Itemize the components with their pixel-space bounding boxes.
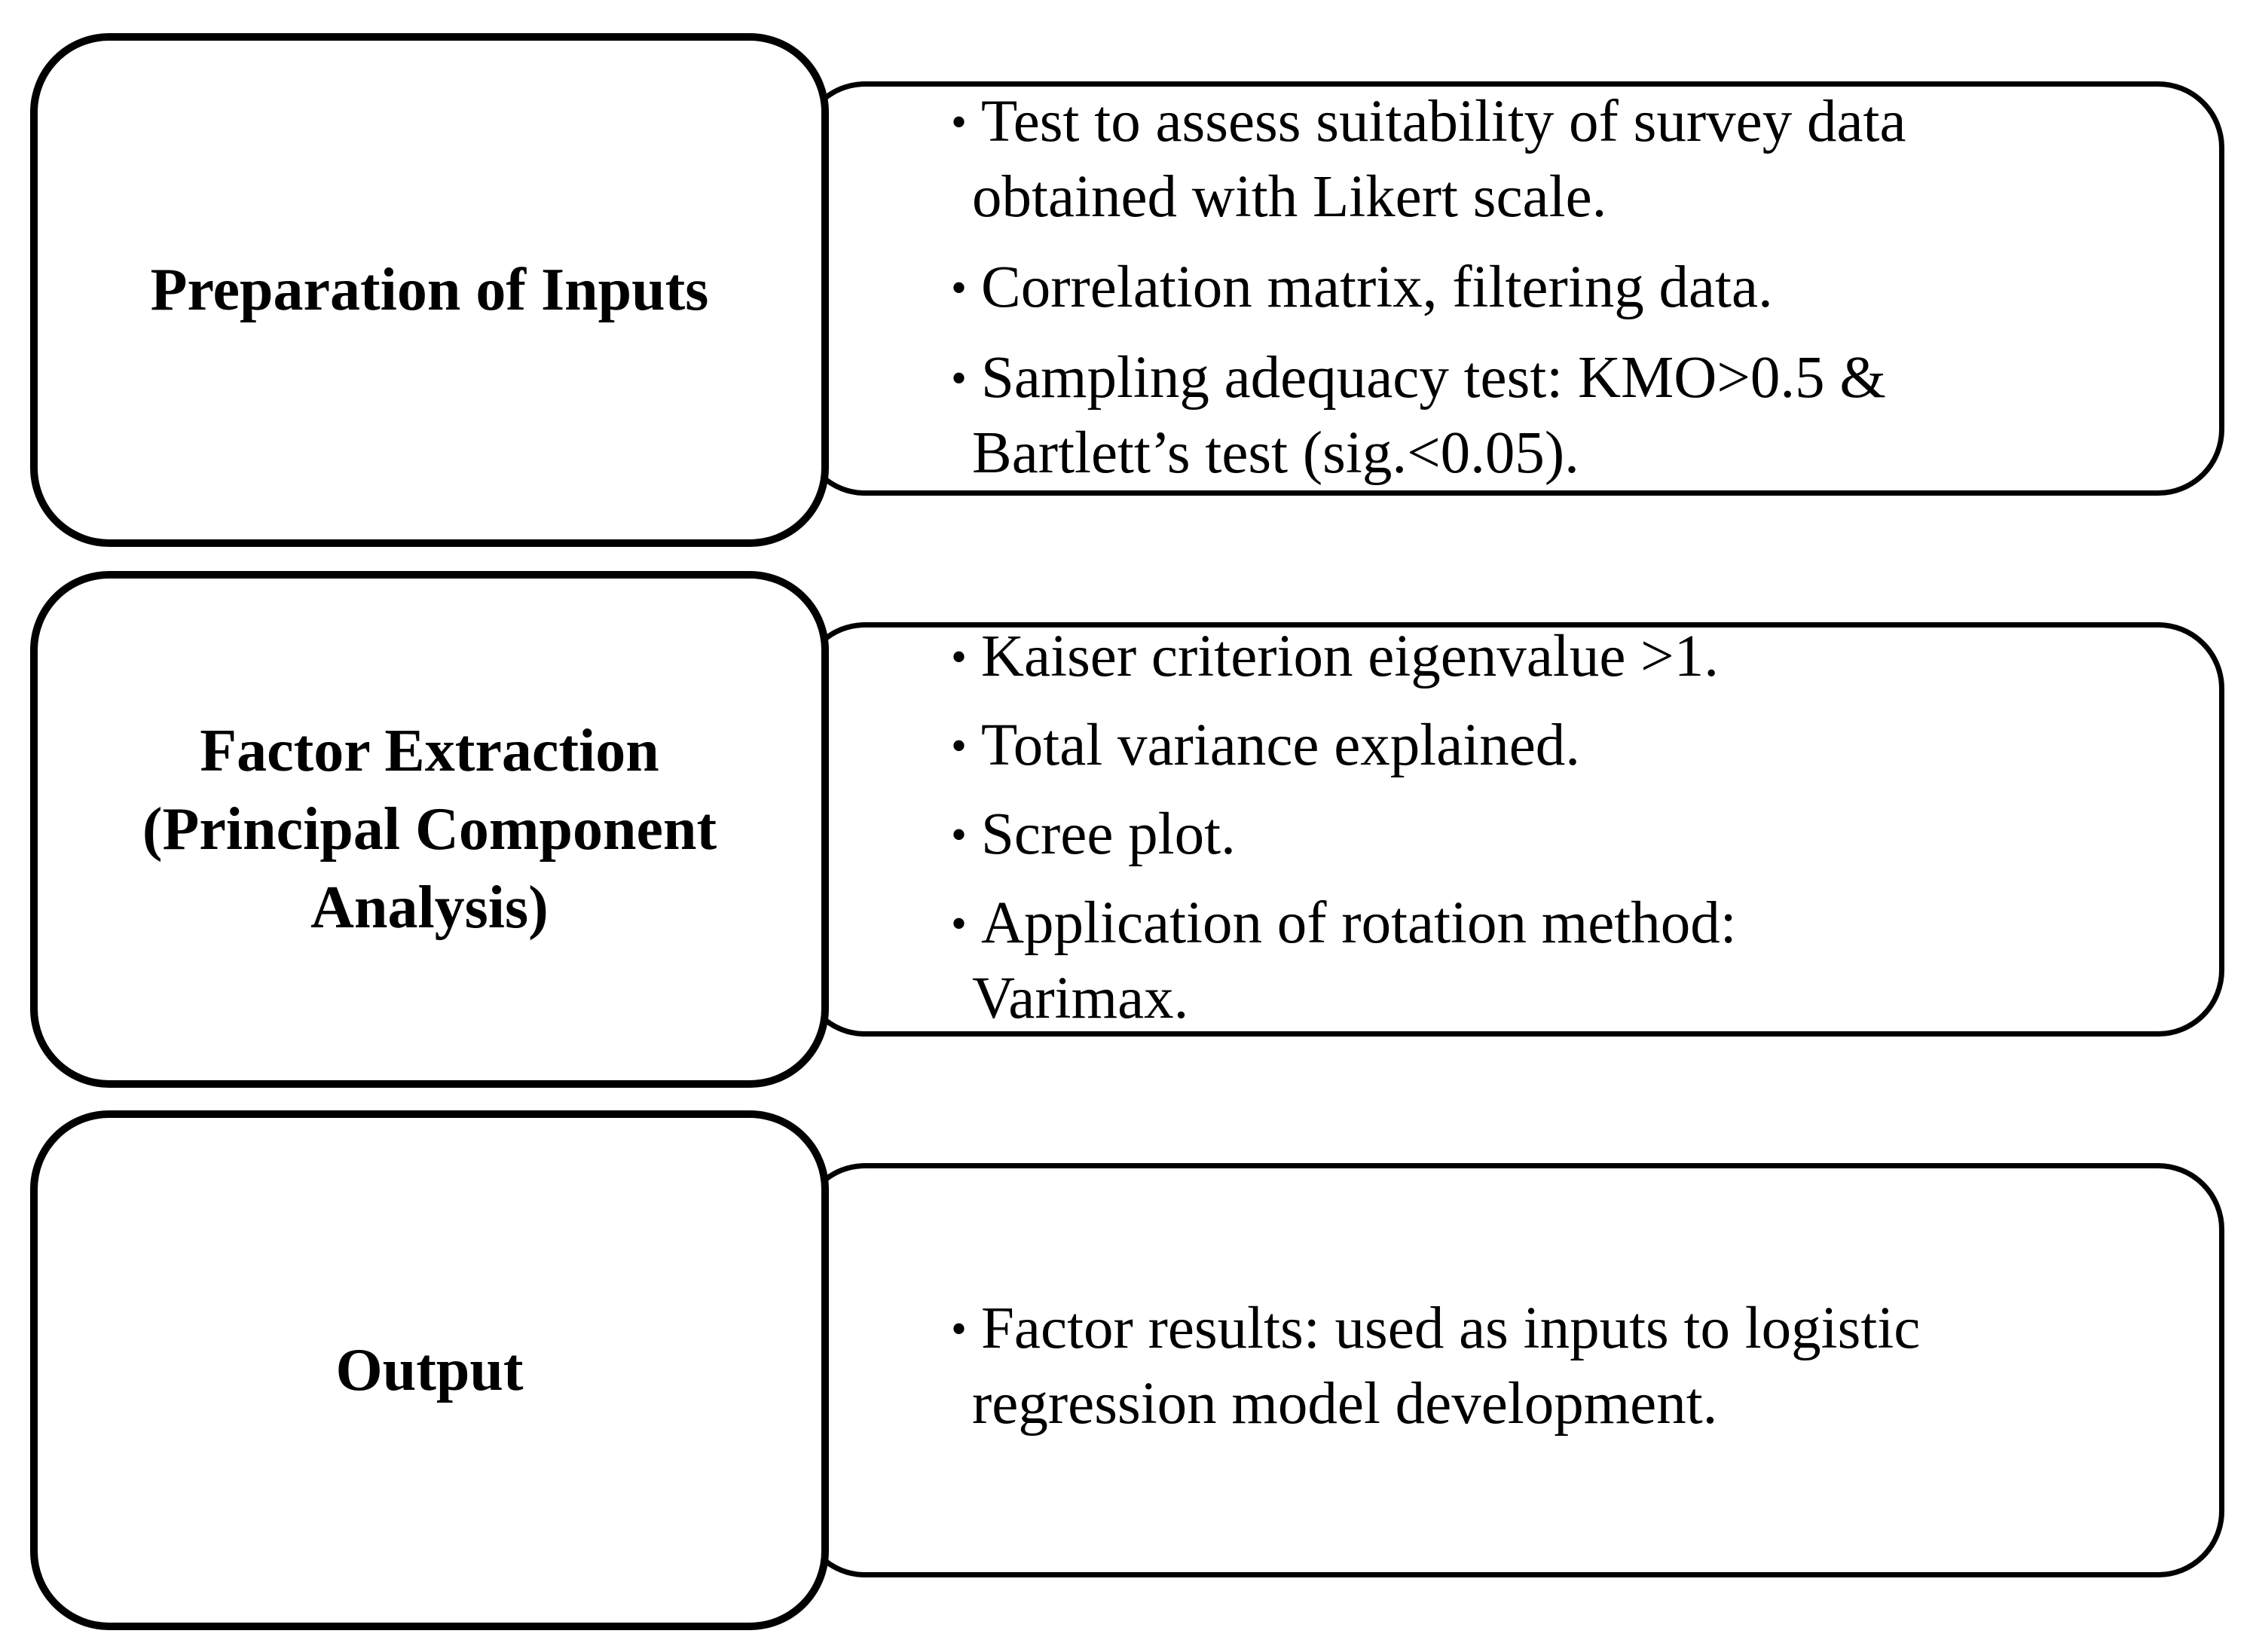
stage-2-bullet-list [951,619,1737,1037]
stage-3-title [321,1331,539,1409]
bullet-text-line: Factor results: used as inputs to logistic [981,1296,1921,1361]
bullet-text-line: Bartlett’s test (sig.<0.05). [972,420,1579,486]
bullet-dot-icon: • [951,721,968,771]
bullet-text-line: Kaiser criterion eigenvalue >1. [981,624,1719,689]
stage-1-bullet-3 [951,340,1906,491]
bullet-dot-icon: • [951,632,968,682]
stage-1-bullet-list [951,84,1906,491]
stage-1-title-box [30,33,829,547]
bullet-dot-icon: • [951,899,968,948]
stage-1-bullet-1 [951,84,1906,235]
stage-1-title [136,251,724,329]
bullet-dot-icon: • [951,97,968,147]
bullet-text-line: Sampling adequacy test: KMO>0.5 & [981,345,1886,411]
stage-2-bullet-4 [951,886,1737,1037]
stage-2-bullet-3 [951,797,1737,872]
stage-1-title-line: Preparation of Inputs [150,257,709,323]
bullet-text-line: Total variance explained. [981,713,1581,778]
bullet-text-line: Correlation matrix, filtering data. [981,255,1773,320]
bullet-text-line: Test to assess suitability of survey data [981,89,1906,154]
stage-3-bullet-1 [951,1291,1920,1442]
stage-2-title-box [30,571,829,1088]
stage-2-title [127,712,732,947]
stage-3-title-line: Output [335,1337,524,1403]
stage-2-title-line: (Principal Component [142,796,717,863]
stage-2-title-line: Analysis) [310,875,549,941]
bullet-dot-icon: • [951,263,968,313]
stage-2-bullet-1 [951,619,1737,695]
bullet-text-line: regression model development. [972,1371,1718,1437]
bullet-text-line: Varimax. [972,966,1189,1031]
bullet-dot-icon: • [951,810,968,860]
stage-2-bullet-2 [951,708,1737,783]
bullet-text-line: Scree plot. [981,802,1236,867]
stage-1-bullet-2 [951,250,1906,325]
stage-2-title-line: Factor Extraction [200,718,659,784]
bullet-dot-icon: • [951,1304,968,1354]
stage-3-bullet-list [951,1291,1920,1442]
bullet-text-line: Application of rotation method: [981,890,1737,956]
stage-3-title-box [30,1110,829,1630]
bullet-dot-icon: • [951,353,968,403]
bullet-text-line: obtained with Likert scale. [972,164,1607,230]
